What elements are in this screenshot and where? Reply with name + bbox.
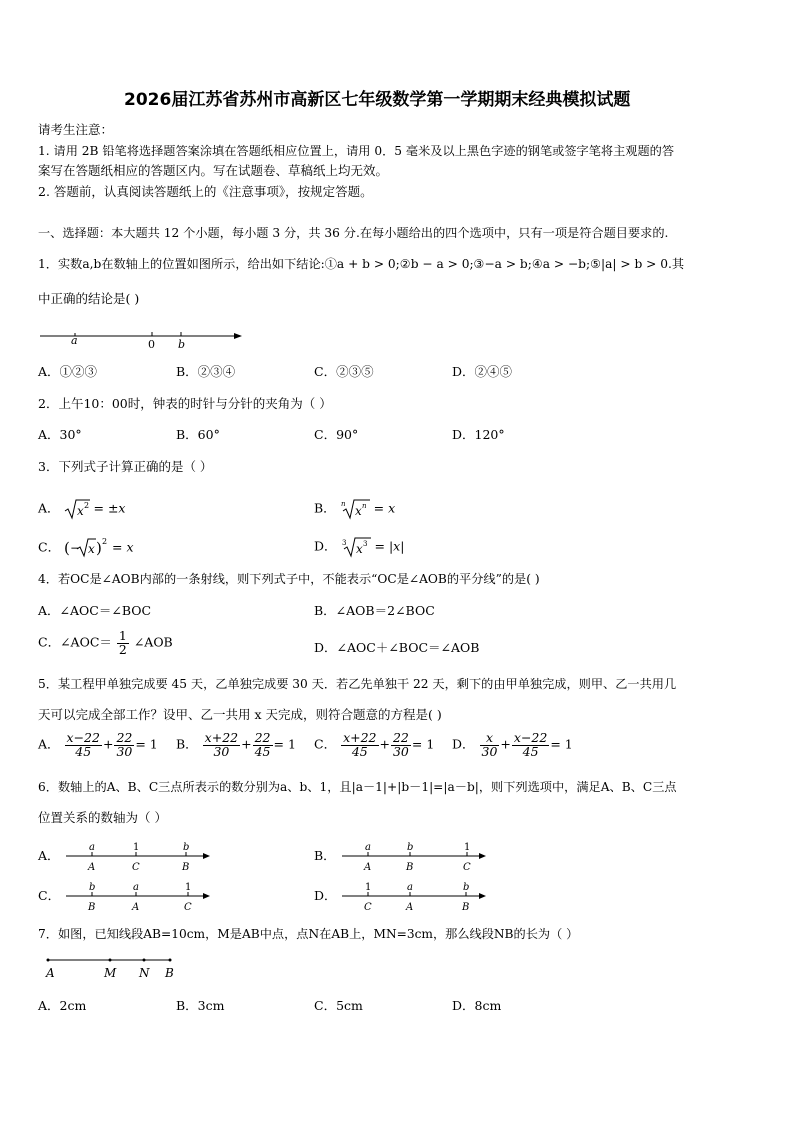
q5-option-b-label: B． xyxy=(176,736,198,752)
q4-stem: 4．若OC是∠AOB内部的一条射线，则下列式子中，不能表示“OC是∠AOB的平分线”的是( ) xyxy=(38,572,540,586)
q5-option-c[interactable] xyxy=(314,732,434,758)
point-label: A xyxy=(406,902,414,913)
plus-sign: + xyxy=(500,736,511,752)
tick-label: 1 xyxy=(185,882,192,893)
plus-sign: + xyxy=(241,736,252,752)
q3-option-a[interactable] xyxy=(38,498,125,520)
q5-option-a[interactable] xyxy=(38,732,158,758)
point-label-b: B xyxy=(165,966,174,980)
fraction-denominator: 30 xyxy=(481,743,498,759)
q4-option-c-tail: ∠AOB xyxy=(133,634,173,650)
svg-text:(: ( xyxy=(64,539,70,557)
point-label-a: A xyxy=(46,966,55,980)
tick-label: b xyxy=(183,842,190,853)
q1-option-a[interactable]: A．①②③ xyxy=(38,364,98,379)
fraction xyxy=(512,732,549,758)
q7-stem: 7．如图，已知线段AB=10cm，M是AB中点，点N在AB上，MN=3cm，那么线段NB的长为（ ） xyxy=(38,927,579,941)
q7-segment-diagram xyxy=(44,950,184,984)
q4-option-d[interactable]: D．∠AOC＋∠BOC＝∠AOB xyxy=(314,640,480,655)
tick-label: b xyxy=(463,882,470,893)
svg-text:n: n xyxy=(340,500,346,508)
q1-option-c[interactable]: C．②③⑤ xyxy=(314,364,374,379)
q6-option-c-label[interactable]: C． xyxy=(38,888,61,903)
equals-one: = 1 xyxy=(135,736,158,752)
point-label: C xyxy=(184,902,192,913)
q6-option-b-label[interactable]: B． xyxy=(314,848,336,863)
q3-option-c-label: C． xyxy=(38,539,61,555)
q3-option-d-expr: = |x| xyxy=(374,538,405,554)
q6-option-c-number-line[interactable] xyxy=(66,880,216,914)
fraction xyxy=(391,732,411,758)
tick-label: a xyxy=(365,842,371,853)
q5-option-a-label: A． xyxy=(38,736,60,752)
fraction xyxy=(65,732,102,758)
q3-option-d[interactable] xyxy=(314,536,404,558)
q3-option-c-expr: = x xyxy=(112,539,134,555)
q5-option-d[interactable] xyxy=(452,732,573,758)
notice-heading: 请考生注意： xyxy=(38,122,114,137)
point-label: C xyxy=(132,862,140,873)
fraction-denominator: 2 xyxy=(118,641,127,657)
svg-text:3: 3 xyxy=(341,539,346,547)
fraction-numerator: 1 xyxy=(118,628,127,643)
q3-stem: 3．下列式子计算正确的是（ ） xyxy=(38,459,213,474)
q2-option-a[interactable]: A．30° xyxy=(38,427,82,442)
q7-option-b[interactable]: B．3cm xyxy=(176,998,225,1013)
svg-text:x: x xyxy=(354,504,362,518)
svg-text:n: n xyxy=(361,502,367,510)
point-label-n: N xyxy=(139,966,150,980)
q1-label-a: a xyxy=(71,334,78,347)
svg-text:): ) xyxy=(96,539,102,557)
q3-option-b[interactable] xyxy=(314,498,395,520)
fraction xyxy=(203,732,240,758)
q7-option-c[interactable]: C．5cm xyxy=(314,998,363,1013)
fraction-numerator: x+22 xyxy=(204,730,239,745)
tick-label: a xyxy=(133,882,139,893)
q4-option-c-fraction xyxy=(117,630,129,656)
fraction xyxy=(480,732,500,758)
q1-label-b: b xyxy=(178,338,186,351)
q5-stem: 5．某工程甲单独完成要 45 天，乙单独完成要 30 天．若乙先单独干 22 天，剩下的由甲单独完成，则甲、乙一共用几 xyxy=(38,677,677,691)
q6-option-a-number-line[interactable] xyxy=(66,840,216,874)
fraction-numerator: x+22 xyxy=(343,730,377,745)
point-label: B xyxy=(462,902,470,913)
notice-line-1b: 案写在答题纸相应的答题区内。写在试题卷、草稿纸上均无效。 xyxy=(38,163,389,178)
svg-text:x: x xyxy=(88,542,95,556)
notice-line-1: 1. 请用 2B 铅笔将选择题答案涂填在答题纸相应位置上，请用 0．5 毫米及以上黑色字迹的钢笔或签字笔将主观题的答 xyxy=(38,144,675,158)
q1-label-0: 0 xyxy=(148,338,155,351)
q2-stem: 2．上午10：00时，钟表的时针与分针的夹角为（ ） xyxy=(38,396,332,411)
equals-one: = 1 xyxy=(273,736,296,752)
q3-option-b-label: B． xyxy=(314,500,336,516)
point-label: A xyxy=(88,862,96,873)
q7-option-d[interactable]: D．8cm xyxy=(452,998,502,1013)
point-label-m: M xyxy=(104,966,117,980)
neg-sqrt-squared-icon xyxy=(64,536,108,560)
tick-label: a xyxy=(89,842,95,853)
q3-option-c[interactable] xyxy=(38,536,134,560)
nth-root-icon xyxy=(340,498,370,520)
q2-option-b[interactable]: B．60° xyxy=(176,427,220,442)
cube-root-icon xyxy=(341,536,371,558)
q1-stem-2: 中正确的结论是( ) xyxy=(38,291,140,306)
tick-label: b xyxy=(89,882,96,893)
svg-text:x: x xyxy=(76,504,84,518)
plus-sign: + xyxy=(379,736,390,752)
tick-label: 1 xyxy=(464,842,471,853)
q5-option-d-label: D． xyxy=(452,736,475,752)
point-label: B xyxy=(88,902,96,913)
equals-one: = 1 xyxy=(411,736,435,752)
q3-option-a-expr: = ±x xyxy=(93,500,126,516)
q4-option-c-text: C．∠AOC＝ xyxy=(38,634,112,650)
q1-option-d[interactable]: D．②④⑤ xyxy=(452,364,513,379)
point-label: A xyxy=(364,862,372,873)
q6-stem-2: 位置关系的数轴为（ ） xyxy=(38,810,167,825)
point-label: B xyxy=(182,862,190,873)
fraction-numerator: 22 xyxy=(392,730,409,745)
svg-text:x: x xyxy=(355,542,363,556)
q6-stem: 6．数轴上的A、B、C三点所表示的数分别为a、b、1，且|a－1|+|b－1|=|a－b|，则下列选项中，满足A、B、C三点 xyxy=(38,780,677,794)
plus-sign: + xyxy=(102,736,114,752)
fraction-denominator: 30 xyxy=(116,743,133,759)
point-label: C xyxy=(463,862,471,873)
q5-stem-2: 天可以完成全部工作？设甲、乙一共用 x 天完成，则符合题意的方程是( ) xyxy=(38,707,442,722)
q5-option-c-label: C． xyxy=(314,736,337,752)
svg-text:3: 3 xyxy=(362,540,367,548)
q4-option-c[interactable] xyxy=(38,630,173,656)
q3-option-b-expr: = x xyxy=(373,500,396,516)
fraction-numerator: x−22 xyxy=(513,730,548,745)
q6-option-a-label[interactable]: A． xyxy=(38,848,60,863)
tick-label: 1 xyxy=(133,842,140,853)
fraction-numerator: 22 xyxy=(116,730,133,745)
tick-label: b xyxy=(407,842,414,853)
svg-text:−: − xyxy=(70,541,81,555)
notice-line-2: 2. 答题前，认真阅读答题纸上的《注意事项》，按规定答题。 xyxy=(38,184,373,199)
q6-option-b-number-line[interactable] xyxy=(342,840,492,874)
fraction-numerator: x xyxy=(480,732,500,746)
q1-stem: 1．实数a,b在数轴上的位置如图所示，给出如下结论:①a + b > 0;②b − a > 0;③−a > b;④a > −b;⑤|a| > b > 0.其 xyxy=(38,257,685,271)
fraction-numerator: 22 xyxy=(254,730,271,745)
svg-text:2: 2 xyxy=(102,537,108,546)
tick-label: 1 xyxy=(365,882,372,893)
point-label: A xyxy=(132,902,140,913)
fraction-denominator: 45 xyxy=(351,743,368,759)
q1-number-line xyxy=(38,326,248,350)
fraction-denominator: 45 xyxy=(522,743,539,759)
fraction xyxy=(341,732,378,758)
page-title: 2026届江苏省苏州市高新区七年级数学第一学期期末经典模拟试题 xyxy=(124,90,631,110)
q6-option-d-number-line[interactable] xyxy=(342,880,492,914)
point-label: C xyxy=(364,902,372,913)
fraction xyxy=(253,732,273,758)
sqrt-x2-icon xyxy=(64,498,90,520)
svg-text:2: 2 xyxy=(83,501,89,510)
q6-option-d-label[interactable]: D． xyxy=(314,888,337,903)
fraction xyxy=(114,732,134,758)
q7-option-a[interactable]: A．2cm xyxy=(38,998,87,1013)
tick-label: a xyxy=(407,882,413,893)
fraction-denominator: 30 xyxy=(392,743,409,759)
fraction-denominator: 30 xyxy=(213,743,230,759)
q5-option-b[interactable] xyxy=(176,732,296,758)
q2-option-c[interactable]: C．90° xyxy=(314,427,359,442)
q4-option-b[interactable]: B．∠AOB＝2∠BOC xyxy=(314,603,435,618)
section-heading: 一、选择题：本大题共 12 个小题，每小题 3 分，共 36 分.在每小题给出的四个选项中，只有一项是符合题目要求的. xyxy=(38,226,669,240)
fraction-denominator: 45 xyxy=(75,743,92,759)
fraction-denominator: 45 xyxy=(254,743,271,759)
q3-option-a-label: A． xyxy=(38,500,60,516)
q3-option-d-label: D． xyxy=(314,538,337,554)
q4-option-a[interactable]: A．∠AOC＝∠BOC xyxy=(38,603,152,618)
point-label: B xyxy=(406,862,414,873)
equals-one: = 1 xyxy=(550,736,573,752)
q1-option-b[interactable]: B．②③④ xyxy=(176,364,236,379)
fraction-numerator: x−22 xyxy=(66,730,100,745)
q2-option-d[interactable]: D．120° xyxy=(452,427,505,442)
